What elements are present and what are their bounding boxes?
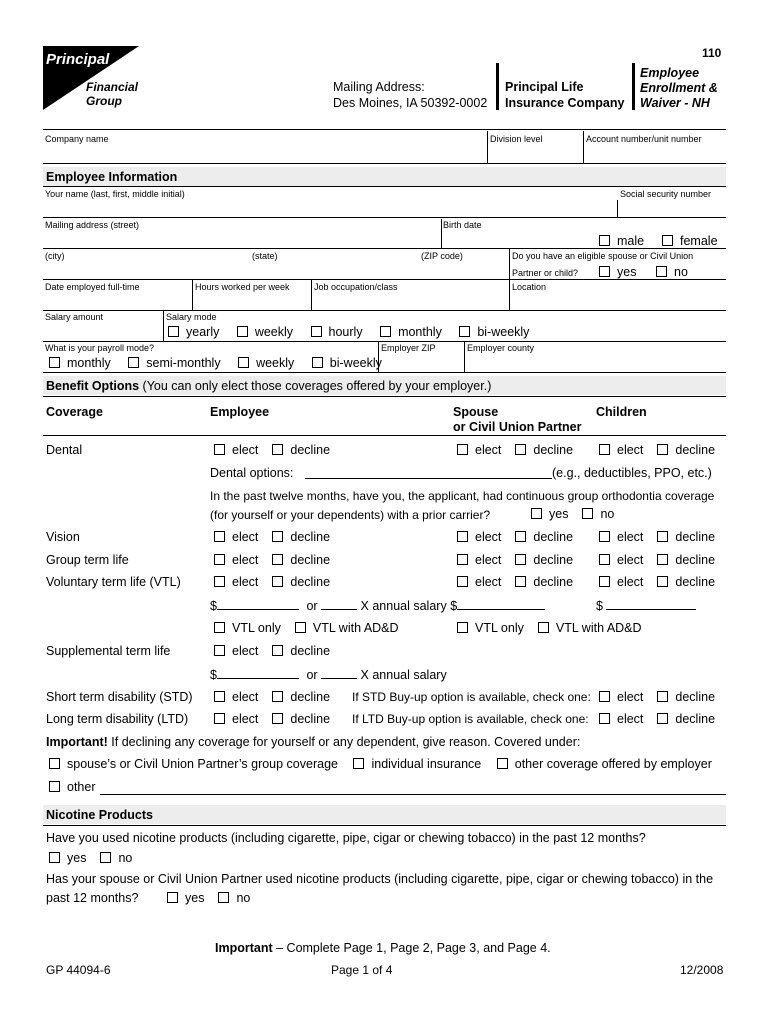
vision-children-elect[interactable]: elect — [599, 530, 643, 544]
payroll-mode-question: What is your payroll mode? — [45, 343, 155, 353]
ltd-buyup-label: If LTD Buy-up option is available, check one: — [352, 712, 589, 726]
checkbox[interactable] — [272, 645, 283, 656]
gtl-spouse-elect[interactable]: elect — [457, 553, 501, 567]
salary-amount-field[interactable] — [43, 323, 162, 340]
mailing-street-label: Mailing address (street) — [45, 220, 140, 230]
checkbox[interactable] — [515, 531, 526, 542]
salary-mode-hourly[interactable]: hourly — [311, 325, 363, 339]
supp-employee-elect[interactable]: elect — [214, 644, 258, 658]
checkbox[interactable] — [214, 713, 225, 724]
mailing-street-field[interactable] — [43, 231, 440, 248]
vision-spouse-elect[interactable]: elect — [457, 530, 501, 544]
employee-info-heading: Employee Information — [46, 170, 178, 184]
ortho-yes[interactable]: yes — [531, 507, 568, 521]
nicotine-q2-yes[interactable]: yes — [167, 891, 204, 905]
spouse-question-line2: Partner or child? — [512, 268, 579, 278]
gtl-children — [599, 553, 715, 567]
payroll-biweekly-checkbox[interactable] — [312, 357, 323, 368]
coverage-group-term-life: Group term life — [46, 553, 129, 567]
gtl-spouse — [457, 553, 573, 567]
reason-other[interactable]: other — [49, 780, 96, 794]
ortho-options — [531, 507, 614, 521]
checkbox[interactable] — [538, 622, 549, 633]
gtl-children-elect[interactable]: elect — [599, 553, 643, 567]
job-occupation-field[interactable] — [313, 293, 508, 309]
gtl-employee-decline[interactable]: decline — [272, 553, 330, 567]
vtl-children-elect[interactable]: elect — [599, 575, 643, 589]
checkbox[interactable] — [49, 758, 60, 769]
col-spouse: Spouse — [453, 405, 499, 419]
checkbox[interactable] — [457, 531, 468, 542]
payroll-semimonthly-checkbox[interactable] — [128, 357, 139, 368]
reason-other-field[interactable] — [100, 794, 726, 795]
ltd-buyup — [599, 712, 715, 726]
checkbox[interactable] — [272, 691, 283, 702]
spouse-yes-option[interactable]: yes — [599, 265, 636, 279]
checkbox[interactable] — [515, 576, 526, 587]
hours-worked-field[interactable] — [194, 293, 310, 309]
hourly-checkbox[interactable] — [311, 326, 322, 337]
nicotine-question-1: Have you used nicotine products (including cigarette, pipe, cigar or chewing tobacco) in the past 12 months? — [46, 831, 646, 845]
checkbox[interactable] — [214, 645, 225, 656]
date-employed-field[interactable] — [43, 293, 191, 309]
benefit-options-heading: Benefit Options (You can only elect those coverages offered by your employer.) — [46, 379, 492, 393]
checkbox[interactable] — [657, 531, 668, 542]
checkbox[interactable] — [599, 576, 610, 587]
salary-mode-monthly[interactable]: monthly — [380, 325, 442, 339]
checkbox[interactable] — [531, 508, 542, 519]
vtl-employee — [214, 575, 330, 589]
company-name-line2: Insurance Company — [505, 96, 625, 110]
checkbox[interactable] — [272, 576, 283, 587]
vtl-spouse-decline[interactable]: decline — [515, 575, 573, 589]
coverage-std: Short term disability (STD) — [46, 690, 193, 704]
coverage-vtl: Voluntary term life (VTL) — [46, 575, 181, 589]
col-coverage: Coverage — [46, 405, 103, 419]
salary-mode-yearly[interactable]: yearly — [168, 325, 219, 339]
city-label: (city) — [45, 251, 65, 261]
ltd-employee-elect[interactable]: elect — [214, 712, 258, 726]
payroll-monthly-checkbox[interactable] — [49, 357, 60, 368]
ortho-no[interactable]: no — [582, 507, 614, 521]
checkbox[interactable] — [657, 713, 668, 724]
col-employee: Employee — [210, 405, 270, 419]
yearly-checkbox[interactable] — [168, 326, 179, 337]
nicotine-q2-options — [167, 891, 250, 905]
nicotine-question-2-line2: past 12 months? — [46, 891, 139, 905]
salary-amount-label: Salary amount — [45, 312, 104, 322]
weekly-checkbox[interactable] — [237, 326, 248, 337]
col-children: Children — [596, 405, 647, 419]
checkbox[interactable] — [272, 531, 283, 542]
payroll-mode-weekly[interactable]: weekly — [238, 356, 294, 370]
form-number: 110 — [702, 46, 722, 60]
logo-text-principal: Principal — [46, 51, 110, 68]
mailing-label: Mailing Address: — [333, 80, 425, 94]
checkbox[interactable] — [49, 781, 60, 792]
coverage-vision: Vision — [46, 530, 80, 544]
biweekly-checkbox[interactable] — [459, 326, 470, 337]
header-divider-2 — [632, 63, 635, 110]
header-divider-1 — [496, 63, 499, 110]
vision-children — [599, 530, 715, 544]
checkbox[interactable] — [218, 892, 229, 903]
std-buyup-decline[interactable]: decline — [657, 690, 715, 704]
ortho-question-line1: In the past twelve months, have you, the applicant, had continuous group orthodontia coverage — [210, 489, 715, 503]
gtl-employee-elect[interactable]: elect — [214, 553, 258, 567]
vtl-spouse-add[interactable]: VTL with AD&D — [538, 621, 642, 635]
employer-county-label: Employer county — [467, 343, 535, 353]
checkbox[interactable] — [657, 576, 668, 587]
gtl-employee — [214, 553, 330, 567]
employer-county-field[interactable] — [466, 354, 726, 371]
checkbox[interactable] — [515, 554, 526, 565]
checkbox[interactable] — [214, 531, 225, 542]
reason-other-employer[interactable]: other coverage offered by employer — [497, 757, 712, 771]
dental-employee — [214, 443, 330, 457]
salary-mode-weekly[interactable]: weekly — [237, 325, 293, 339]
ssn-label: Social security number — [620, 189, 712, 199]
checkbox[interactable] — [272, 444, 283, 455]
footer-date: 12/2008 — [680, 963, 724, 977]
vtl-employee-amount-field[interactable] — [217, 598, 299, 610]
dental-children-decline[interactable]: decline — [657, 443, 715, 457]
form-title-line3: Waiver - NH — [640, 96, 710, 110]
checkbox[interactable] — [167, 892, 178, 903]
footer-page-number: Page 1 of 4 — [331, 963, 393, 977]
supp-employee-decline[interactable]: decline — [272, 644, 330, 658]
spouse-yes-checkbox[interactable] — [599, 266, 610, 277]
dental-children-elect[interactable]: elect — [599, 443, 643, 457]
logo-text-group: Group — [86, 94, 122, 108]
job-occupation-label: Job occupation/class — [314, 282, 398, 292]
ltd-employee-decline[interactable]: decline — [272, 712, 330, 726]
checkbox[interactable] — [214, 691, 225, 702]
checkbox[interactable] — [49, 852, 60, 863]
dental-employee-decline[interactable]: decline — [272, 443, 330, 457]
supp-employee — [214, 644, 330, 658]
zip-label: (ZIP code) — [421, 251, 463, 261]
salary-mode-label: Salary mode — [166, 312, 217, 322]
checkbox[interactable] — [353, 758, 364, 769]
nicotine-q1-no[interactable]: no — [100, 851, 132, 865]
company-name-label: Company name — [45, 134, 109, 144]
vision-employee-elect[interactable]: elect — [214, 530, 258, 544]
decline-important-note: Important! If declining any coverage for yourself or any dependent, give reason. Covered under: — [46, 735, 581, 749]
dental-children — [599, 443, 715, 457]
dental-spouse-decline[interactable]: decline — [515, 443, 573, 457]
vision-employee — [214, 530, 330, 544]
spouse-no-checkbox[interactable] — [656, 266, 667, 277]
checkbox[interactable] — [515, 444, 526, 455]
checkbox[interactable] — [100, 852, 111, 863]
vtl-employee-elect[interactable]: elect — [214, 575, 258, 589]
checkbox[interactable] — [272, 713, 283, 724]
vtl-children-amount-field[interactable] — [606, 598, 696, 610]
vtl-spouse — [457, 575, 573, 589]
vision-children-decline[interactable]: decline — [657, 530, 715, 544]
footer-important: Important – Complete Page 1, Page 2, Page 3, and Page 4. — [215, 941, 551, 955]
ltd-buyup-decline[interactable]: decline — [657, 712, 715, 726]
form-title-line1: Employee — [640, 66, 700, 80]
nicotine-q1-yes[interactable]: yes — [49, 851, 86, 865]
checkbox[interactable] — [214, 554, 225, 565]
std-employee-elect[interactable]: elect — [214, 690, 258, 704]
checkbox[interactable] — [599, 554, 610, 565]
checkbox[interactable] — [457, 622, 468, 633]
employer-zip-field[interactable] — [380, 354, 463, 371]
checkbox[interactable] — [582, 508, 593, 519]
supp-salary-multiple-field[interactable] — [321, 667, 357, 679]
std-employee — [214, 690, 330, 704]
vtl-children-amount: $ — [596, 598, 696, 613]
gtl-children-decline[interactable]: decline — [657, 553, 715, 567]
coverage-dental: Dental — [46, 443, 83, 457]
birth-date-field[interactable] — [443, 231, 598, 248]
ssn-field[interactable] — [619, 200, 726, 216]
std-buyup-label: If STD Buy-up option is available, check one: — [352, 690, 591, 704]
nicotine-q1-options — [49, 851, 132, 865]
checkbox[interactable] — [214, 444, 225, 455]
nicotine-question-2: Has your spouse or Civil Union Partner used nicotine products (including cigarette, pipe, cigar or chewing tobacco) in the — [46, 872, 714, 886]
checkbox[interactable] — [657, 444, 668, 455]
vtl-salary-multiple-field[interactable] — [321, 598, 357, 610]
checkbox[interactable] — [295, 622, 306, 633]
gtl-spouse-decline[interactable]: decline — [515, 553, 573, 567]
payroll-mode-monthly[interactable]: monthly — [49, 356, 111, 370]
checkbox[interactable] — [497, 758, 508, 769]
spouse-no-option[interactable]: no — [656, 265, 688, 279]
vtl-children-decline[interactable]: decline — [657, 575, 715, 589]
company-name-line1: Principal Life — [505, 80, 584, 94]
location-field[interactable] — [511, 293, 726, 309]
birth-date-label: Birth date — [443, 220, 482, 230]
dental-employee-elect[interactable]: elect — [214, 443, 258, 457]
checkbox[interactable] — [457, 576, 468, 587]
vision-spouse — [457, 530, 573, 544]
checkbox[interactable] — [457, 444, 468, 455]
vtl-employee-type — [214, 621, 399, 635]
nicotine-q2-no[interactable]: no — [218, 891, 250, 905]
vtl-amount-row: $ or X annual salary $ — [210, 598, 545, 613]
coverage-ltd: Long term disability (LTD) — [46, 712, 189, 726]
dental-options-label: Dental options: — [210, 466, 294, 480]
dental-spouse-elect[interactable]: elect — [457, 443, 501, 457]
vtl-spouse-type — [457, 621, 642, 635]
checkbox[interactable] — [657, 554, 668, 565]
std-buyup — [599, 690, 715, 704]
vtl-employee-decline[interactable]: decline — [272, 575, 330, 589]
mailing-address: Des Moines, IA 50392-0002 — [333, 96, 488, 110]
ltd-employee — [214, 712, 330, 726]
checkbox[interactable] — [599, 444, 610, 455]
gender-male-option[interactable]: male — [599, 234, 644, 248]
salary-mode-biweekly[interactable]: bi-weekly — [459, 325, 529, 339]
spouse-question-line1: Do you have an eligible spouse or Civil Union — [512, 251, 694, 261]
checkbox[interactable] — [214, 622, 225, 633]
checkbox[interactable] — [599, 531, 610, 542]
form-title-line2: Enrollment & — [640, 81, 718, 95]
std-buyup-elect[interactable]: elect — [599, 690, 643, 704]
nicotine-heading: Nicotine Products — [46, 808, 153, 822]
dental-spouse — [457, 443, 573, 457]
checkbox[interactable] — [457, 554, 468, 565]
ortho-question-line2: (for yourself or your dependents) with a prior carrier? — [210, 508, 491, 522]
your-name-label: Your name (last, first, middle initial) — [45, 189, 185, 199]
male-checkbox[interactable] — [599, 235, 610, 246]
vtl-employee-only[interactable]: VTL only — [214, 621, 281, 635]
state-label: (state) — [252, 251, 278, 261]
dental-options-field[interactable] — [305, 467, 552, 479]
city-state-zip-field[interactable] — [43, 262, 508, 278]
ltd-buyup-elect[interactable]: elect — [599, 712, 643, 726]
std-employee-decline[interactable]: decline — [272, 690, 330, 704]
principal-logo — [43, 46, 139, 110]
salary-mode-options — [168, 325, 529, 339]
vtl-spouse-only[interactable]: VTL only — [457, 621, 524, 635]
payroll-mode-semimonthly[interactable]: semi-monthly — [128, 356, 220, 370]
your-name-field[interactable] — [43, 200, 617, 216]
payroll-mode-biweekly[interactable]: bi-weekly — [312, 356, 382, 370]
checkbox[interactable] — [599, 713, 610, 724]
decline-reasons — [49, 757, 712, 771]
checkbox[interactable] — [657, 691, 668, 702]
vtl-employee-add[interactable]: VTL with AD&D — [295, 621, 399, 635]
division-level-label: Division level — [490, 134, 543, 144]
dental-options-note: (e.g., deductibles, PPO, etc.) — [552, 466, 712, 480]
payroll-mode-options — [49, 356, 382, 370]
gender-female-option[interactable]: female — [662, 234, 718, 248]
vision-spouse-decline[interactable]: decline — [515, 530, 573, 544]
logo-text-financial: Financial — [86, 80, 139, 94]
reason-spouse-coverage[interactable]: spouse’s or Civil Union Partner’s group coverage — [49, 757, 338, 771]
vtl-children — [599, 575, 715, 589]
checkbox[interactable] — [272, 554, 283, 565]
hours-worked-label: Hours worked per week — [195, 282, 290, 292]
female-checkbox[interactable] — [662, 235, 673, 246]
checkbox[interactable] — [214, 576, 225, 587]
vtl-spouse-amount-field[interactable] — [457, 598, 545, 610]
checkbox[interactable] — [599, 691, 610, 702]
monthly-checkbox[interactable] — [380, 326, 391, 337]
footer-form-code: GP 44094-6 — [46, 963, 111, 977]
employer-zip-label: Employer ZIP — [381, 343, 436, 353]
supp-amount-row: $ or X annual salary — [210, 668, 447, 682]
coverage-supplemental: Supplemental term life — [46, 644, 171, 658]
supp-amount-field[interactable] — [217, 667, 299, 679]
payroll-weekly-checkbox[interactable] — [238, 357, 249, 368]
vtl-spouse-elect[interactable]: elect — [457, 575, 501, 589]
vision-employee-decline[interactable]: decline — [272, 530, 330, 544]
reason-individual-insurance[interactable]: individual insurance — [353, 757, 481, 771]
account-number-label: Account number/unit number — [586, 134, 702, 144]
date-employed-label: Date employed full-time — [45, 282, 140, 292]
location-label: Location — [512, 282, 547, 292]
col-spouse-line2: or Civil Union Partner — [453, 420, 582, 434]
